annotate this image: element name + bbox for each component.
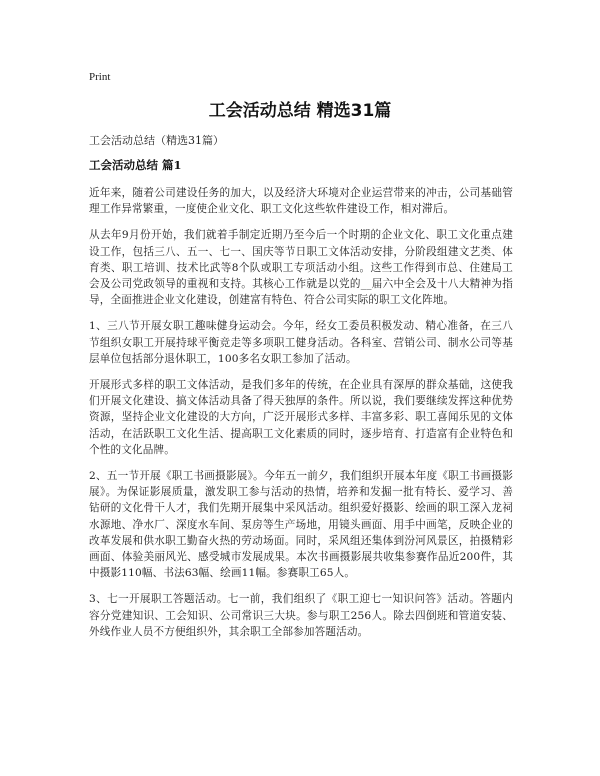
document-subtitle: 工会活动总结（精选31篇） (89, 134, 224, 147)
document-title: 工会活动总结 精选31篇 (208, 101, 392, 121)
paragraph-july-first: 3、七一开展职工答题活动。七一前，我们组织了《职工迎七一知识问答》活动。答题内容分党建知识、工会知识、公司常识三大块。参与职工256人。除去四倒班和管道安装、外线作业人员不方便组织外，其余职工全部参加答题活动。 (89, 593, 513, 638)
paragraph-cultural-activities: 开展形式多样的职工文体活动，是我们多年的传统，在企业具有深厚的群众基础，这使我们开展文化建设、搞文体活动具备了得天独厚的条件。所以说，我们要继续发挥这种优势资源，坚持企业文化建设的大方向，广泛开展形式多样、丰富多彩、职工喜闻乐见的文体活动，在活跃职工文化生活、提高职工文化素质的同时，逐步培育、打造富有企业特色和个性的文化品牌。 (89, 379, 513, 456)
document-body (89, 134, 513, 650)
print-link[interactable]: Print (89, 71, 111, 83)
paragraph-background: 从去年9月份开始，我们就着手制定近期乃至今后一个时期的企业文化、职工文化重点建设工作，包括三八、五一、七一、国庆等节日职工文体活动安排，分阶段组建文艺类、体育类、职工培训、技术比武等8个队或职工专项活动小组。这些工作得到市总、住建局工会及公司党政领导的重视和支持。其核心工作就是以党的__届六中全会及十八大精神为指导，全面推进企业文化建设，创建富有特色、符合公司实际的职工文化阵地。 (89, 229, 513, 307)
section-heading: 工会活动总结 篇1 (89, 158, 182, 172)
paragraph-labor-day: 2、五一节开展《职工书画摄影展》。今年五一前夕，我们组织开展本年度《职工书画摄影展》。为保证影展质量，激发职工参与活动的热情，培养和发掘一批有特长、爱学习、善钻研的文化骨干人才，我们先期开展集中采风活动。组织爱好摄影、绘画的职工深入龙祠水源地、净水厂、深度水车间、泵房等生产场地，用镜头画面、用手中画笔，反映企业的改革发展和供水职工勤奋火热的劳动场面。同时，采风组还集体到汾河风景区，拍摄精彩画面、体验美丽风光、感受城市发展成果。本次书画摄影展共收集参赛作品近200件，其中摄影110幅、书法63幅、绘画11幅。参赛职工65人。 (89, 470, 513, 580)
paragraph-womens-day: 1、三八节开展女职工趣味健身运动会。今年，经女工委员积极发动、精心准备，在三八节组织女职工开展持球平衡竞走等多项职工健身活动。各科室、营销公司、制水公司等基层单位包括部分退休职工，100多名女职工参加了活动。 (89, 320, 513, 365)
paragraph-intro: 近年来，随着公司建设任务的加大，以及经济大环境对企业运营带来的冲击，公司基础管理工作异常繁重，一度使企业文化、职工文化这些软件建设工作，相对滞后。 (89, 187, 513, 216)
